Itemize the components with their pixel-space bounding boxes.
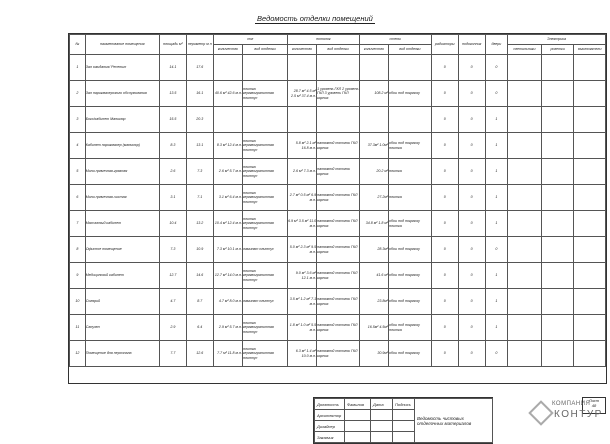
cell-num: 5 xyxy=(70,159,86,185)
table-row xyxy=(70,55,606,81)
table-row xyxy=(70,81,606,107)
header-floor-type: вид отделки xyxy=(242,45,287,55)
header-ceiling-type: вид отделки xyxy=(317,45,360,55)
cell-sock xyxy=(541,315,574,341)
cell-floor-type: плитка керамогранитная плинтус xyxy=(242,133,287,159)
cell-num: 4 xyxy=(70,133,86,159)
cell-ceil-type: натяжной потолок ГКЛ карниз xyxy=(317,237,360,263)
cell-door: 1 xyxy=(485,185,507,211)
table-row xyxy=(70,185,606,211)
cell-sill: 0 xyxy=(458,55,485,81)
cell-sw xyxy=(574,263,606,289)
cell-ceil-qty: 5.8 м² 2.1 м² 16.8 м.п. xyxy=(287,133,316,159)
cell-rad: 0 xyxy=(431,263,458,289)
title-block xyxy=(313,397,493,444)
cell-name: Санузел xyxy=(85,315,159,341)
title-block-role: Архитектор xyxy=(315,410,345,421)
cell-ceil-type: натяжной потолок ГКЛ карниз xyxy=(317,263,360,289)
sheet-number: 48 xyxy=(591,403,597,408)
cell-ceil-qty: 2.7 м² 0.5 м² 6.9 м.п. xyxy=(287,185,316,211)
cell-light xyxy=(508,263,542,289)
cell-light xyxy=(508,211,542,237)
cell-door: 1 xyxy=(485,107,507,133)
cell-ceil-type xyxy=(317,55,360,81)
cell-ceil-qty: 6.9 м² 3.5 м² 11.0 м.п. xyxy=(287,211,316,237)
cell-light xyxy=(508,289,542,315)
cell-light xyxy=(508,55,542,81)
table-row xyxy=(70,107,606,133)
cell-light xyxy=(508,133,542,159)
table-row xyxy=(70,159,606,185)
cell-wall-qty xyxy=(359,55,388,81)
cell-door: 0 xyxy=(485,341,507,367)
cell-wall-type: обои под покраску плитка xyxy=(389,315,432,341)
cell-sw xyxy=(574,315,606,341)
cell-area: 10.4 xyxy=(159,211,186,237)
cell-ceil-qty: 28.7 м² 4.5 м² 2.5 м² 37.4 м.п. xyxy=(287,81,316,107)
cell-area: 12.7 xyxy=(159,263,186,289)
cell-door: 1 xyxy=(485,211,507,237)
cell-wall-qty: 28.3м² xyxy=(359,237,388,263)
cell-rad: 0 xyxy=(431,237,458,263)
header-floor-qty: количество xyxy=(213,45,242,55)
cell-ceil-qty: 2.6 м² 7.3 м.п. xyxy=(287,159,316,185)
cell-num: 11 xyxy=(70,315,86,341)
cell-wall-type xyxy=(389,107,432,133)
cell-door: 0 xyxy=(485,55,507,81)
cell-wall-qty: 37.3м² 1.0м² xyxy=(359,133,388,159)
cell-wall-type: обои под покраску xyxy=(389,341,432,367)
table-row xyxy=(70,211,606,237)
table-row xyxy=(70,133,606,159)
cell-floor-type: плитка керамогранитная плинтус xyxy=(242,263,287,289)
sheet-label: Лист xyxy=(588,398,600,403)
cell-name: Офисное помещение xyxy=(85,237,159,263)
cell-floor-qty: 40.6 м² 42.6 м.п. xyxy=(213,81,242,107)
cell-sill: 0 xyxy=(458,133,485,159)
header-switches: выключатели xyxy=(574,45,606,55)
cell-floor-type: плитка керамогранитная плинтус xyxy=(242,341,287,367)
cell-rad: 0 xyxy=(431,55,458,81)
cell-name: Бокс/кабинет Маникюр xyxy=(85,107,159,133)
cell-door: 0 xyxy=(485,237,507,263)
cell-wall-qty: 16.5м² 4.5м² xyxy=(359,315,388,341)
header-walls-qty: количество xyxy=(359,45,388,55)
cell-sw xyxy=(574,159,606,185)
header-floor: пол xyxy=(213,35,287,45)
cell-floor-qty: 2.6 м² 5.7 м.п. xyxy=(213,159,242,185)
cell-wall-qty: 108.2 м² xyxy=(359,81,388,107)
cell-floor-qty: 7.3 м² 10.1 м.п. xyxy=(213,237,242,263)
cell-floor-type xyxy=(242,107,287,133)
cell-floor-qty: 2.9 м² 5.7 м.п. xyxy=(213,315,242,341)
cell-name: Помещение для персонала xyxy=(85,341,159,367)
cell-area: 8.3 xyxy=(159,133,186,159)
cell-sill: 0 xyxy=(458,341,485,367)
cell-sock xyxy=(541,237,574,263)
cell-area: 2.6 xyxy=(159,159,186,185)
cell-sill: 0 xyxy=(458,107,485,133)
table-row xyxy=(70,289,606,315)
cell-perimeter: 14.6 xyxy=(186,263,213,289)
document-name: Ведомость чистовых отделочных материалов xyxy=(415,399,493,443)
cell-name: Солярий xyxy=(85,289,159,315)
header-electric: Электрика xyxy=(508,35,606,45)
cell-sill: 0 xyxy=(458,81,485,107)
cell-ceil-type: натяжной потолок ГКЛ карниз xyxy=(317,289,360,315)
cell-rad: 0 xyxy=(431,211,458,237)
cell-floor-qty: 3.1 м² 6.4 м.п. xyxy=(213,185,242,211)
header-area: площадь м² xyxy=(159,35,186,55)
cell-floor-type: плитка керамогранитная плинтус xyxy=(242,315,287,341)
cell-perimeter: 13.1 xyxy=(186,133,213,159)
finishing-schedule-table xyxy=(68,33,607,384)
diamond-logo-icon xyxy=(528,400,553,425)
cell-name: Кабинет парикмахер (маникюр) xyxy=(85,133,159,159)
cell-num: 12 xyxy=(70,341,86,367)
header-lights: светильники xyxy=(508,45,542,55)
cell-sw xyxy=(574,185,606,211)
cell-ceil-type: натяжной потолок ГКЛ карниз xyxy=(317,315,360,341)
cell-sock xyxy=(541,159,574,185)
cell-area: 3.1 xyxy=(159,185,186,211)
cell-wall-qty: 20.2 м² xyxy=(359,159,388,185)
table-row xyxy=(70,263,606,289)
cell-door: 1 xyxy=(485,289,507,315)
cell-num: 10 xyxy=(70,289,86,315)
cell-sill: 0 xyxy=(458,263,485,289)
table-row xyxy=(70,341,606,367)
header-walls: стены xyxy=(359,35,431,45)
header-sockets: розетки xyxy=(541,45,574,55)
cell-ceil-qty xyxy=(287,55,316,81)
company-logo xyxy=(526,398,608,426)
cell-perimeter: 17.6 xyxy=(186,55,213,81)
cell-sill: 0 xyxy=(458,185,485,211)
cell-name: Зал парикмахерского обслуживания xyxy=(85,81,159,107)
cell-sill: 0 xyxy=(458,289,485,315)
cell-sock xyxy=(541,81,574,107)
cell-rad: 0 xyxy=(431,315,458,341)
cell-num: 7 xyxy=(70,211,86,237)
cell-name: Мини прачечная-грязная xyxy=(85,159,159,185)
cell-sill: 0 xyxy=(458,159,485,185)
cell-sw xyxy=(574,289,606,315)
cell-perimeter: 6.4 xyxy=(186,315,213,341)
cell-light xyxy=(508,107,542,133)
cell-wall-qty: 41.6 м² xyxy=(359,263,388,289)
cell-floor-qty: 12.7 м² 14.0 м.п. xyxy=(213,263,242,289)
cell-area: 4.7 xyxy=(159,289,186,315)
cell-ceil-type: натяжной потолок карниз xyxy=(317,159,360,185)
cell-rad: 0 xyxy=(431,107,458,133)
cell-door: 1 xyxy=(485,159,507,185)
cell-ceil-qty: 1.8 м² 1.0 м² 5.5 м.п. xyxy=(287,315,316,341)
cell-num: 2 xyxy=(70,81,86,107)
cell-num: 9 xyxy=(70,263,86,289)
cell-wall-qty: 27.2м² xyxy=(359,185,388,211)
cell-wall-type xyxy=(389,55,432,81)
header-name: наименование помещения xyxy=(85,35,159,55)
cell-perimeter: 10.9 xyxy=(186,237,213,263)
header-radiators: радиаторы xyxy=(431,35,458,55)
logo-line-2: КОНТУР xyxy=(554,409,603,420)
cell-ceil-qty: 9.0 м² 3.6 м² 12.1 м.п. xyxy=(287,263,316,289)
cell-perimeter: 12.6 xyxy=(186,341,213,367)
header-doors: двери xyxy=(485,35,507,55)
cell-wall-type: обои под покраску плитка xyxy=(389,133,432,159)
cell-ceil-qty: 3.5 м² 1.2 м² 7.1 м.п. xyxy=(287,289,316,315)
cell-floor-type: ламинат плинтус xyxy=(242,237,287,263)
cell-door: 1 xyxy=(485,263,507,289)
cell-wall-qty xyxy=(359,107,388,133)
cell-ceil-type: натяжной потолок ГКЛ карниз xyxy=(317,341,360,367)
cell-rad: 0 xyxy=(431,185,458,211)
cell-sw xyxy=(574,107,606,133)
cell-sw xyxy=(574,341,606,367)
cell-area: 14.1 xyxy=(159,55,186,81)
cell-ceil-type: 1 уровень ГКЛ 2 уровень ГКЛ 3 уровень ГКЛ карниз xyxy=(317,81,360,107)
cell-ceil-type: натяжной потолок ГКЛ карниз xyxy=(317,211,360,237)
cell-floor-type: плитка керамогранитная плинтус xyxy=(242,211,287,237)
title-block-role: Дизайнер xyxy=(315,421,345,432)
cell-sock xyxy=(541,341,574,367)
header-walls-type: вид отделки xyxy=(389,45,432,55)
cell-rad: 0 xyxy=(431,341,458,367)
page-title: Ведомость отделки помещений xyxy=(257,14,373,23)
cell-sw xyxy=(574,81,606,107)
cell-area: 7.3 xyxy=(159,237,186,263)
title-block-sign-header: Подпись xyxy=(393,399,415,410)
cell-wall-type: обои под покраску плитка xyxy=(389,211,432,237)
cell-name: Мини прачечная-чистая xyxy=(85,185,159,211)
header-windowsills: подоконник xyxy=(458,35,485,55)
cell-ceil-qty: 6.3 м² 1.4 м² 10.0 м.п. xyxy=(287,341,316,367)
cell-sock xyxy=(541,55,574,81)
cell-light xyxy=(508,185,542,211)
table-row xyxy=(70,237,606,263)
cell-floor-type: ламинат плинтус xyxy=(242,289,287,315)
cell-perimeter: 16.1 xyxy=(186,81,213,107)
cell-door: 1 xyxy=(485,315,507,341)
cell-wall-type: обои под покраску xyxy=(389,263,432,289)
title-block-role: Заказчик xyxy=(315,432,345,443)
cell-sock xyxy=(541,133,574,159)
cell-light xyxy=(508,81,542,107)
cell-area: 2.9 xyxy=(159,315,186,341)
cell-wall-type: плитка xyxy=(389,185,432,211)
cell-wall-type: обои под покраску xyxy=(389,289,432,315)
cell-ceil-qty xyxy=(287,107,316,133)
cell-name: Медицинский кабинет xyxy=(85,263,159,289)
cell-door: 1 xyxy=(485,133,507,159)
cell-sock xyxy=(541,263,574,289)
cell-sill: 0 xyxy=(458,315,485,341)
cell-wall-qty: 34.8 м² 1.8 м² xyxy=(359,211,388,237)
cell-light xyxy=(508,237,542,263)
cell-num: 8 xyxy=(70,237,86,263)
cell-rad: 0 xyxy=(431,159,458,185)
cell-sw xyxy=(574,133,606,159)
cell-sw xyxy=(574,237,606,263)
cell-area: 13.5 xyxy=(159,81,186,107)
cell-area: 15.5 xyxy=(159,107,186,133)
cell-num: 3 xyxy=(70,107,86,133)
cell-floor-qty: 7.7 м² 11.8 м.п. xyxy=(213,341,242,367)
cell-floor-qty xyxy=(213,55,242,81)
cell-light xyxy=(508,341,542,367)
header-ceiling-qty: количество xyxy=(287,45,316,55)
cell-floor-type: плитка керамогранитная плинтус xyxy=(242,159,287,185)
cell-perimeter: 8.7 xyxy=(186,289,213,315)
cell-floor-qty: 4.7 м² 8.0 м.п. xyxy=(213,289,242,315)
cell-wall-qty: 30.9м² xyxy=(359,341,388,367)
cell-door: 0 xyxy=(485,81,507,107)
title-block-role-header: Должность xyxy=(315,399,345,410)
cell-sock xyxy=(541,289,574,315)
cell-light xyxy=(508,315,542,341)
cell-rad: 0 xyxy=(431,289,458,315)
cell-floor-type: плитка керамогранитная плинтус xyxy=(242,81,287,107)
cell-rad: 0 xyxy=(431,133,458,159)
cell-num: 6 xyxy=(70,185,86,211)
cell-name: Зал ожидания/ Ресепшн xyxy=(85,55,159,81)
cell-floor-type xyxy=(242,55,287,81)
cell-ceil-type: натяжной потолок ГКЛ карниз xyxy=(317,133,360,159)
table-row xyxy=(70,315,606,341)
cell-ceil-type: натяжной потолок ГКЛ карниз xyxy=(317,185,360,211)
header-num: № xyxy=(70,35,86,55)
cell-perimeter: 7.1 xyxy=(186,185,213,211)
cell-floor-qty: 10.4 м² 12.4 м.п. xyxy=(213,211,242,237)
cell-area: 7.7 xyxy=(159,341,186,367)
cell-rad: 0 xyxy=(431,81,458,107)
cell-floor-qty xyxy=(213,107,242,133)
cell-floor-type: плитка керамогранитная плинтус xyxy=(242,185,287,211)
header-perimeter: периметр м п xyxy=(186,35,213,55)
cell-wall-type: обои под покраску xyxy=(389,237,432,263)
cell-sock xyxy=(541,107,574,133)
cell-name: Массажный кабинет xyxy=(85,211,159,237)
logo-line-1: КОМПАНИЯ xyxy=(552,401,591,407)
title-block-name-header: Фамилия xyxy=(345,399,371,410)
cell-sw xyxy=(574,55,606,81)
header-ceiling: потолок xyxy=(287,35,359,45)
cell-floor-qty: 8.3 м² 12.4 м.п. xyxy=(213,133,242,159)
cell-sill: 0 xyxy=(458,211,485,237)
cell-light xyxy=(508,159,542,185)
cell-perimeter: 20.3 xyxy=(186,107,213,133)
cell-num: 1 xyxy=(70,55,86,81)
cell-ceil-type xyxy=(317,107,360,133)
cell-wall-type: обои под покраску xyxy=(389,81,432,107)
cell-wall-qty: 23.8м² xyxy=(359,289,388,315)
cell-sw xyxy=(574,211,606,237)
cell-sill: 0 xyxy=(458,237,485,263)
title-block-date-header: Дата xyxy=(371,399,393,410)
cell-sock xyxy=(541,211,574,237)
cell-sock xyxy=(541,185,574,211)
cell-wall-type: плитка xyxy=(389,159,432,185)
cell-perimeter: 7.3 xyxy=(186,159,213,185)
cell-perimeter: 13.2 xyxy=(186,211,213,237)
cell-ceil-qty: 5.0 м² 2.3 м² 9.5 м.п. xyxy=(287,237,316,263)
